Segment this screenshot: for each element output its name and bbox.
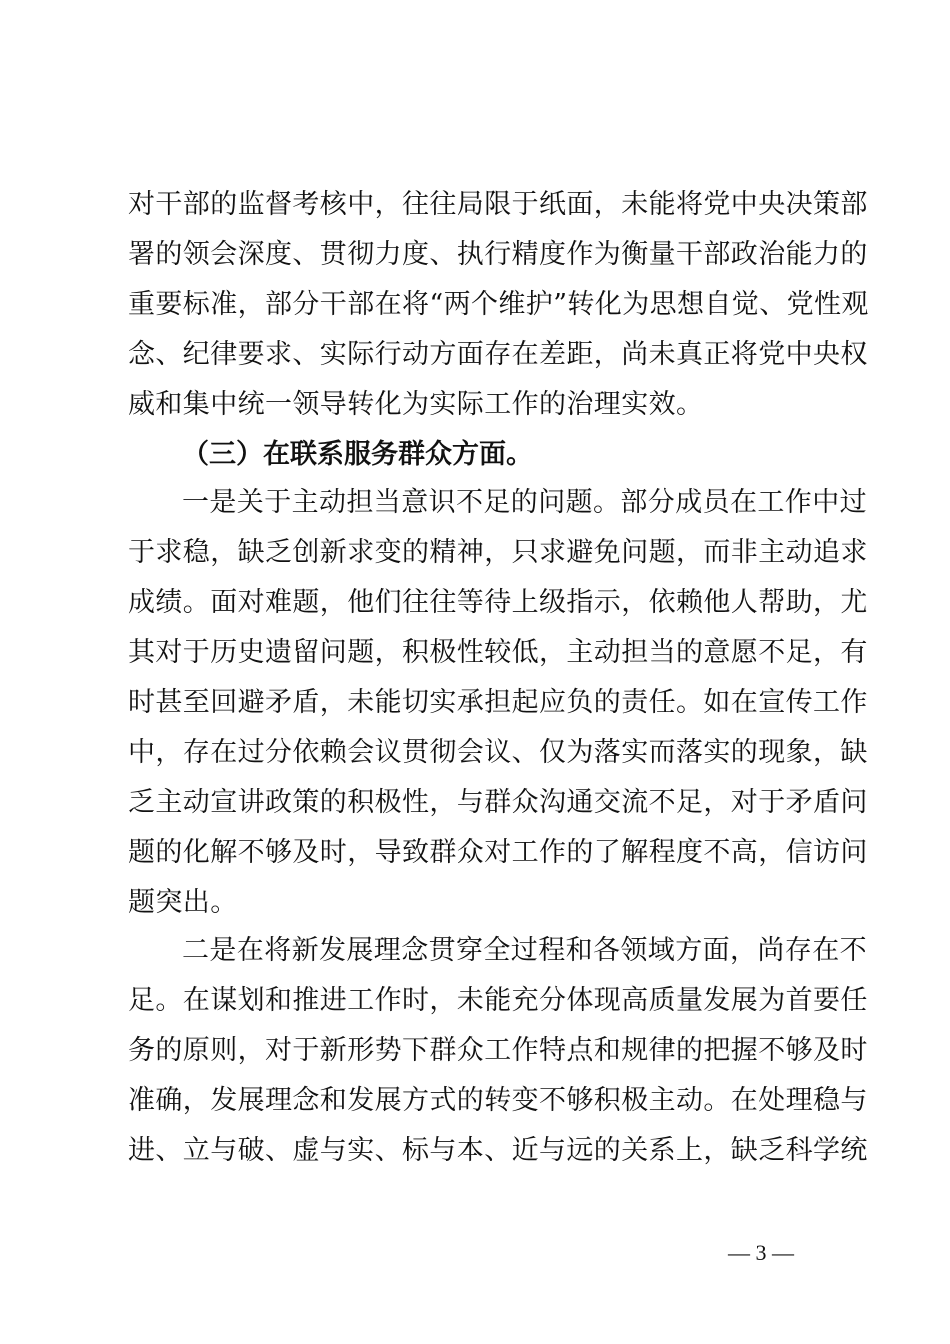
body-text-line: 成绩。面对难题，他们往往等待上级指示，依赖他人帮助，尤	[128, 587, 868, 618]
body-text-line: 对干部的监督考核中，往往局限于纸面，未能将党中央决策部	[128, 189, 868, 220]
section-heading: （三）在联系服务群众方面。	[182, 439, 533, 470]
page-number: — 3 —	[728, 1240, 794, 1265]
body-text-line: 务的原则，对于新形势下群众工作特点和规律的把握不够及时	[128, 1035, 868, 1066]
body-text-line: 题突出。	[128, 887, 238, 918]
body-text-line: 重要标准，部分干部在将“两个维护”转化为思想自觉、党性观	[128, 289, 869, 320]
body-text-line: 进、立与破、虚与实、标与本、近与远的关系上，缺乏科学统	[128, 1135, 868, 1166]
body-text-line: 署的领会深度、贯彻力度、执行精度作为衡量干部政治能力的	[128, 239, 868, 270]
body-text-line: 二是在将新发展理念贯穿全过程和各领域方面，尚存在不	[182, 935, 867, 966]
body-text-line: 其对于历史遗留问题，积极性较低，主动担当的意愿不足，有	[128, 637, 868, 668]
body-text-line: 念、纪律要求、实际行动方面存在差距，尚未真正将党中央权	[128, 339, 868, 370]
body-text-line: 时甚至回避矛盾，未能切实承担起应负的责任。如在宣传工作	[128, 687, 868, 718]
body-text-line: 题的化解不够及时，导致群众对工作的了解程度不高，信访问	[128, 837, 868, 868]
body-text-line: 足。在谋划和推进工作时，未能充分体现高质量发展为首要任	[128, 985, 868, 1016]
body-text-line: 准确，发展理念和发展方式的转变不够积极主动。在处理稳与	[128, 1085, 868, 1116]
body-text-line: 威和集中统一领导转化为实际工作的治理实效。	[128, 389, 704, 420]
body-text-line: 一是关于主动担当意识不足的问题。部分成员在工作中过	[182, 487, 867, 518]
body-text-line: 中，存在过分依赖会议贯彻会议、仅为落实而落实的现象，缺	[128, 737, 868, 768]
body-text-line: 于求稳，缺乏创新求变的精神，只求避免问题，而非主动追求	[128, 537, 868, 568]
body-text-line: 乏主动宣讲政策的积极性，与群众沟通交流不足，对于矛盾问	[128, 787, 868, 818]
